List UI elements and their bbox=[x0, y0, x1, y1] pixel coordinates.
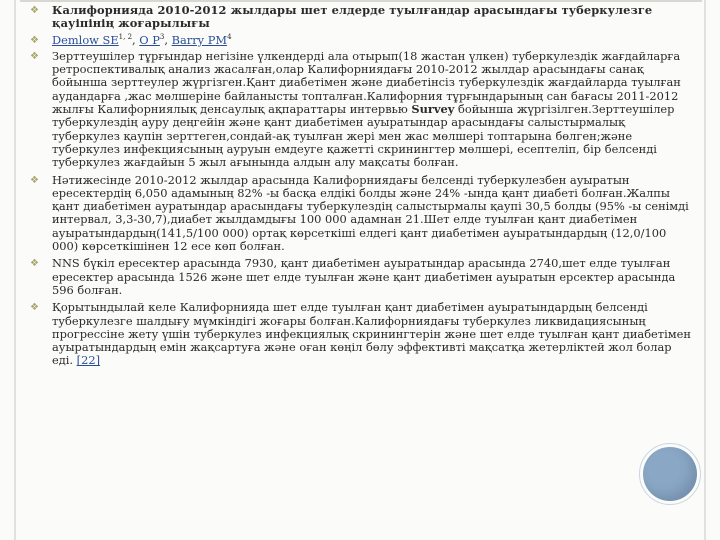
frame-top-line bbox=[20, 0, 702, 2]
list-item-methods bbox=[28, 50, 692, 170]
author-separator: , bbox=[164, 32, 172, 47]
bullet-icon: ❖ bbox=[30, 258, 39, 270]
reference-link[interactable]: [22] bbox=[76, 353, 101, 368]
bullet-icon: ❖ bbox=[30, 302, 39, 314]
bullet-icon: ❖ bbox=[30, 34, 39, 46]
list-item-title bbox=[28, 4, 692, 31]
author-link[interactable]: Barry PM bbox=[171, 32, 228, 47]
frame-left-line bbox=[14, 0, 16, 540]
author-affiliation: 1, 2 bbox=[118, 32, 133, 41]
list-item-results bbox=[28, 174, 692, 254]
bullet-icon: ❖ bbox=[30, 174, 39, 186]
list-item-authors bbox=[28, 34, 692, 47]
author-link[interactable]: O P bbox=[139, 32, 160, 47]
methods-text-continued: бойынша жүргізілген.Зерттеушілер туберкулездің ауру деңгейін және қант диабетімен ауыратындар арасындағы салыстырмалық туберкулез қаупін зерттеген,сондай-ақ туылған жері мен жас мөлшері топтарына бөлген;және туберкулез инфекциясының ауруын емдеуге қажетті скринингтер мөлшері, есептеліп, бір белсенді туберкулез жағдайын 5 жыл ағынында алдын алу мақсаты болған. bbox=[52, 102, 675, 170]
bullet-icon: ❖ bbox=[30, 50, 39, 62]
author-affiliation: 4 bbox=[227, 32, 232, 41]
bullet-list bbox=[28, 4, 692, 371]
list-item-conclusion bbox=[28, 301, 692, 367]
methods-survey-word: Survey bbox=[411, 102, 455, 117]
author-link[interactable]: Demlow SE bbox=[52, 32, 119, 47]
list-item-nns bbox=[28, 257, 692, 297]
nns-text: NNS бүкіл ересектер арасында 7930, қант диабетімен ауыратындар арасында 2740,шет елде туылған ересектер арасында 1526 және шет елде туылған және қант диабетімен ауыратын ерсектер арасында 596 болған. bbox=[52, 256, 676, 297]
frame-right-line bbox=[704, 0, 706, 540]
methods-text: Зерттеушілер тұрғындар негізіне үлкендерді ала отырып(18 жастан үлкен) туберкулездік жағдайларға ретроспективалық анализ жасалған,олар Калифорниядағы 2010-2012 жылдар арасындағы санақ бойынша зерттеулер жүргізген.Қант диабетімен және диабетінсіз туберкулездік жағдайларда туылған аудандарға ,жас мөлшеріне байланысты топталған.Калифорния тұрғындарының сан бағасы 2011-2012 жылғы Калифорниялық денсаулық ақпараттары интервью bbox=[52, 48, 681, 117]
author-separator: , bbox=[132, 32, 140, 47]
slide-title: Калифорнияда 2010-2012 жылдары шет елдерде туылғандар арасындағы туберкулезге қауіпінің жоғарылығы bbox=[52, 3, 653, 31]
bullet-icon: ❖ bbox=[30, 5, 39, 16]
conclusion-text: Қорытындылай келе Калифорнияда шет елде туылған қант диабетімен ауыратындардың белсенді туберкулезге шалдығу мүмкіндігі жоғары болған.Калифорниядағы туберкулез ликвидациясының прогрессіне жету үшін туберкулез инфекциялық скринингтерін және шет елде туылған қант диабетімен ауыратындардың емін жақсартуға және оған көңіл бөлу эффективті мақсатқа жетерліктей жол болар еді. bbox=[52, 300, 691, 368]
author-affiliation: 3 bbox=[159, 32, 165, 41]
results-text: Нәтижесінде 2010-2012 жылдар арасында Калифорниядағы белсенді туберкулезбен ауыратын ересектердің 6,050 адамының 82% -ы басқа елдікі болды және 24% -ында қант диабеті болған.Жалпы қант диабетімен ауратындар арасындағы туберкулездің салыстырмалы қаупі 30,5 болды (95% -ы сенімді интервал, 3,3-30,7),диабет жылдамдығы 100 000 адамнан 21.Шет елде туылған қант диабетімен ауыратындардың(141,5/100 000) ортақ көрсеткіші елдегі қант диабетімен ауыратындардың (12,0/100 000) көрсеткішінен 12 есе көп болған. bbox=[52, 172, 689, 254]
decorative-circle bbox=[643, 447, 697, 501]
